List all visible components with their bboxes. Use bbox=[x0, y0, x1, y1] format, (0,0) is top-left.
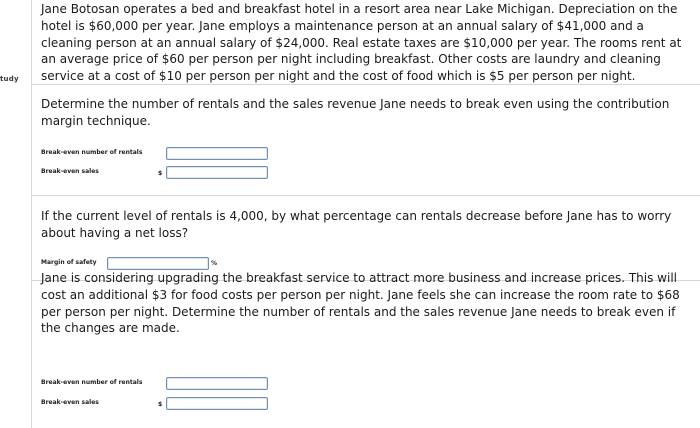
part1-sales-label: Break-even sales bbox=[41, 168, 99, 175]
part3-rentals-row bbox=[41, 377, 281, 391]
part1-sales-row bbox=[41, 166, 281, 180]
part1-breakeven-sales-input[interactable] bbox=[166, 166, 268, 179]
part3-currency-symbol: $ bbox=[158, 401, 163, 408]
part2-margin-label: Margin of safety bbox=[41, 259, 97, 266]
section-divider bbox=[32, 84, 700, 85]
part3-breakeven-sales-input[interactable] bbox=[166, 397, 268, 410]
content-left-border bbox=[31, 0, 32, 428]
margin-of-safety-input[interactable] bbox=[107, 257, 209, 270]
part1-breakeven-rentals-input[interactable] bbox=[166, 147, 268, 160]
part1-currency-symbol: $ bbox=[158, 170, 163, 177]
part1-rentals-label: Break-even number of rentals bbox=[41, 149, 143, 156]
part3-rentals-label: Break-even number of rentals bbox=[41, 379, 143, 386]
percent-symbol: % bbox=[211, 260, 218, 267]
left-gutter bbox=[0, 0, 30, 428]
part1-question-text: Determine the number of rentals and the sales revenue Jane needs to break even using the contribution margin technique. bbox=[41, 97, 670, 128]
part1-rentals-row bbox=[41, 147, 281, 161]
part2-question-text: If the current level of rentals is 4,000, by what percentage can rentals decrease before Jane has to worry about having a net loss? bbox=[41, 209, 672, 240]
part3-sales-label: Break-even sales bbox=[41, 399, 99, 406]
part3-sales-row bbox=[41, 397, 281, 411]
problem-intro-text: Jane Botosan operates a bed and breakfast hotel in a resort area near Lake Michigan. Depreciation on the hotel is $60,000 per year. Jane employs a maintenance person at an annual salary of $41,000 and a cleaning person at an annual salary of $24,000. Real estate taxes are $10,000 per year. The rooms rent at an average price of $60 per person per night including breakfast. Other costs are laundry and cleaning service at a cost of $10 per person per night and the cost of food which is $5 per person per night. bbox=[41, 2, 682, 84]
part2-margin-row bbox=[41, 257, 241, 271]
part3-breakeven-rentals-input[interactable] bbox=[166, 377, 268, 390]
part3-question-text: Jane is considering upgrading the breakfast service to attract more business and increase prices. This will cost an additional $3 for food costs per person per night. Jane feels she can increase the room rate to $68 per person per night. Determine the number of rentals and the sales revenue Jane needs to break even if the changes are made. bbox=[41, 271, 680, 336]
study-sidebar-label: tudy bbox=[0, 75, 19, 83]
section-divider bbox=[32, 195, 700, 196]
